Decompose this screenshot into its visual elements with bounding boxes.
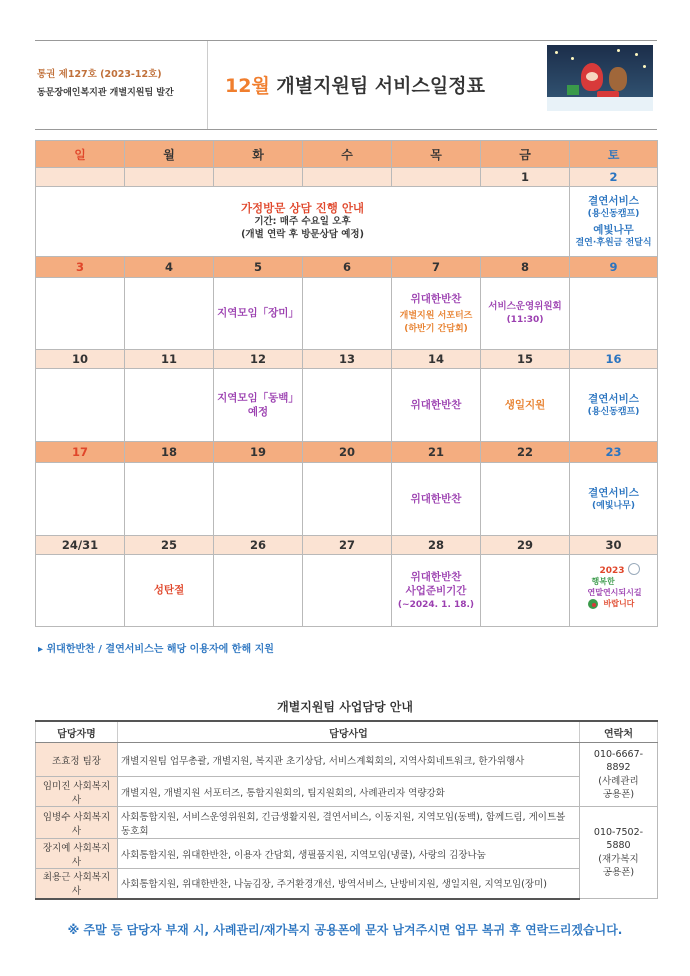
- staff-duties: 사회통합지원, 위대한반찬, 이용자 간담회, 생필품지원, 지역모임(냉쿨), 사랑의 김장나눔: [118, 839, 580, 869]
- date-cell: 3: [36, 257, 125, 278]
- date-row: [36, 168, 658, 187]
- weekday-thu: 목: [392, 141, 481, 168]
- event-label: 위대한반찬: [410, 571, 462, 584]
- table-row: [36, 839, 658, 869]
- event-detail: (용신동캠프): [587, 407, 640, 418]
- snowman-icon: [628, 563, 640, 575]
- date-cell: 7: [392, 257, 481, 278]
- event-label: 위대한반찬: [410, 293, 462, 306]
- weekday-header: [36, 141, 658, 168]
- event-label: 사업준비기간: [405, 585, 467, 598]
- event-label: 위대한반찬: [410, 398, 462, 411]
- staff-name: 임병수 사회복지사: [36, 807, 118, 839]
- event-cell: [481, 369, 570, 442]
- date-cell: 13: [303, 350, 392, 369]
- event-label: 위대한반찬: [410, 492, 462, 505]
- date-cell: 18: [125, 442, 214, 463]
- support-note: ▸ 위대한반찬 / 결연서비스는 해당 이용자에 한해 지원: [38, 644, 274, 655]
- table-row: [36, 869, 658, 899]
- event-cell: [392, 278, 481, 350]
- date-row: [36, 536, 658, 555]
- staff-name: 최용근 사회복지사: [36, 869, 118, 899]
- week-row: [36, 463, 658, 536]
- date-cell: 4: [125, 257, 214, 278]
- event-cell: [303, 369, 392, 442]
- event-detail: (~2024. 1. 18.): [397, 599, 475, 610]
- event-label: 결연서비스: [588, 392, 639, 405]
- event-detail: (예빛나무): [591, 501, 635, 512]
- event-detail: 예정: [247, 406, 269, 418]
- event-cell: [214, 555, 303, 627]
- date-cell: 6: [303, 257, 392, 278]
- event-detail: (하반기 간담회): [404, 323, 468, 334]
- column-header: 담당자명: [36, 721, 118, 743]
- week-row: [36, 278, 658, 350]
- date-cell: 2: [570, 168, 658, 187]
- event-cell: [214, 278, 303, 350]
- event-detail: (11:30): [506, 314, 544, 325]
- event-cell: [214, 369, 303, 442]
- event-label: 지역모임「장미」: [217, 307, 299, 320]
- home-visit-notice: [36, 187, 570, 257]
- event-cell: [570, 369, 658, 442]
- reindeer-icon: [609, 67, 627, 91]
- column-header: 연락처: [580, 721, 658, 743]
- date-cell: 19: [214, 442, 303, 463]
- date-cell: 8: [481, 257, 570, 278]
- notice-title: 가정방문 상담 진행 안내: [240, 200, 365, 215]
- event-cell: [392, 555, 481, 627]
- staff-table-header: [36, 721, 658, 743]
- week-row: [36, 369, 658, 442]
- event-cell: [570, 555, 658, 627]
- event-detail: (용신동캠프): [587, 208, 640, 219]
- date-cell: 23: [570, 442, 658, 463]
- footer-notice: ※ 주말 등 담당자 부재 시, 사례관리/재가복지 공용폰에 문자 남겨주시면 업무 복귀 후 연락드리겠습니다.: [67, 923, 623, 937]
- date-cell: [36, 168, 125, 187]
- date-row: [36, 442, 658, 463]
- notice-line: (개별 연락 후 방문상담 예정): [241, 229, 364, 241]
- date-cell: 26: [214, 536, 303, 555]
- event-cell: [481, 463, 570, 536]
- date-cell: [214, 168, 303, 187]
- date-cell: 10: [36, 350, 125, 369]
- issue-block: [35, 41, 208, 129]
- greeting-text: 연말연시되시길: [587, 588, 642, 598]
- date-cell: [303, 168, 392, 187]
- event-cell: [36, 369, 125, 442]
- week-row: [36, 187, 658, 257]
- contact-cell: [580, 807, 658, 899]
- date-cell: [125, 168, 214, 187]
- issue-number: 통권 제127호 (2023-12호): [37, 69, 162, 80]
- event-cell: [570, 187, 658, 257]
- greeting-text: 행복한: [591, 577, 615, 587]
- event-cell: [125, 555, 214, 627]
- date-cell: 21: [392, 442, 481, 463]
- staff-duties: 개별지원팀 업무총괄, 개별지원, 복지관 초기상담, 서비스계획회의, 지역사회네트워크, 한가위행사: [118, 743, 580, 777]
- event-cell: [481, 555, 570, 627]
- title-text: 개별지원팀 서비스일정표: [269, 75, 485, 97]
- event-cell: [481, 278, 570, 350]
- date-cell: 12: [214, 350, 303, 369]
- event-cell: [214, 463, 303, 536]
- event-label: 지역모임「동백」: [217, 391, 299, 404]
- event-label: 결연서비스: [588, 194, 639, 207]
- phone-number: 010-6667-8892: [593, 748, 644, 774]
- date-cell: 17: [36, 442, 125, 463]
- date-cell: 20: [303, 442, 392, 463]
- date-cell: 25: [125, 536, 214, 555]
- date-row: [36, 257, 658, 278]
- phone-label: (재가복지: [598, 853, 639, 865]
- date-cell: 28: [392, 536, 481, 555]
- staff-table: [35, 720, 658, 900]
- event-label: 서비스운영위원회: [488, 301, 562, 313]
- table-row: [36, 807, 658, 839]
- christmas-illustration: [547, 45, 653, 111]
- phone-number: 010-7502-5880: [593, 826, 644, 852]
- date-cell: 5: [214, 257, 303, 278]
- event-cell: [125, 463, 214, 536]
- weekday-tue: 화: [214, 141, 303, 168]
- table-row: [36, 743, 658, 777]
- date-cell: 1: [481, 168, 570, 187]
- event-detail: 결연·후원금 전달식: [575, 238, 652, 249]
- event-cell: [570, 278, 658, 350]
- date-cell: 14: [392, 350, 481, 369]
- staff-duties: 사회통합지원, 위대한반찬, 나눔김장, 주거환경개선, 방역서비스, 난방비지원, 생일지원, 지역모임(장미): [118, 869, 580, 899]
- week-row: [36, 555, 658, 627]
- table-row: [36, 777, 658, 807]
- event-cell: [303, 278, 392, 350]
- event-cell: [36, 278, 125, 350]
- weekday-wed: 수: [303, 141, 392, 168]
- phone-label: 공용폰): [602, 788, 635, 800]
- event-label: 예빛나무: [593, 224, 634, 236]
- event-cell: [392, 463, 481, 536]
- event-cell: [125, 369, 214, 442]
- publisher: 동문장애인복지관 개별지원팀 발간: [37, 88, 174, 98]
- event-cell: [303, 555, 392, 627]
- new-year-greeting: [586, 561, 642, 615]
- event-label: 개별지원 서포터즈: [399, 311, 473, 322]
- schedule-calendar: [35, 140, 658, 627]
- event-cell: [36, 555, 125, 627]
- page-title: [225, 71, 485, 98]
- event-cell: [392, 369, 481, 442]
- phone-label: 공용폰): [602, 866, 635, 878]
- event-cell: [570, 463, 658, 536]
- date-cell: 29: [481, 536, 570, 555]
- date-cell: 15: [481, 350, 570, 369]
- staff-name: 조효정 팀장: [36, 743, 118, 777]
- staff-name: 임미진 사회복지사: [36, 777, 118, 807]
- event-label: 결연서비스: [588, 486, 639, 499]
- column-header: 담당사업: [118, 721, 580, 743]
- title-month: 12월: [225, 75, 270, 97]
- date-cell: 9: [570, 257, 658, 278]
- weekday-fri: 금: [481, 141, 570, 168]
- event-cell: [125, 278, 214, 350]
- staff-name: 장지예 사회복지사: [36, 839, 118, 869]
- staff-duties: 개별지원, 개별지원 서포터즈, 통합지원회의, 팀지원회의, 사례관리자 역량강화: [118, 777, 580, 807]
- weekday-mon: 월: [125, 141, 214, 168]
- event-cell: [303, 463, 392, 536]
- date-row: [36, 350, 658, 369]
- date-cell: [392, 168, 481, 187]
- weekday-sun: 일: [36, 141, 125, 168]
- holiday-label: 성탄절: [153, 584, 185, 597]
- weekday-sat: 토: [570, 141, 658, 168]
- date-cell: 22: [481, 442, 570, 463]
- staff-duties: 사회통합지원, 서비스운영위원회, 긴급생활지원, 결연서비스, 이동지원, 지역모임(동백), 함께드림, 게이트볼 동호회: [118, 807, 580, 839]
- phone-label: (사례관리: [598, 775, 639, 787]
- staff-section-title: 개별지원팀 사업담당 안내: [277, 700, 413, 714]
- date-cell: 27: [303, 536, 392, 555]
- date-cell: 24/31: [36, 536, 125, 555]
- event-cell: [36, 463, 125, 536]
- date-cell: 11: [125, 350, 214, 369]
- greeting-text: 바랍니다: [603, 599, 635, 609]
- date-cell: 30: [570, 536, 658, 555]
- event-label: 생일지원: [504, 398, 546, 411]
- gift-icon: [567, 85, 579, 95]
- contact-cell: [580, 743, 658, 807]
- notice-line: 기간: 매주 수요일 오후: [254, 216, 351, 228]
- greeting-year: 2023: [599, 566, 625, 577]
- newsletter-header: [35, 40, 657, 130]
- date-cell: 16: [570, 350, 658, 369]
